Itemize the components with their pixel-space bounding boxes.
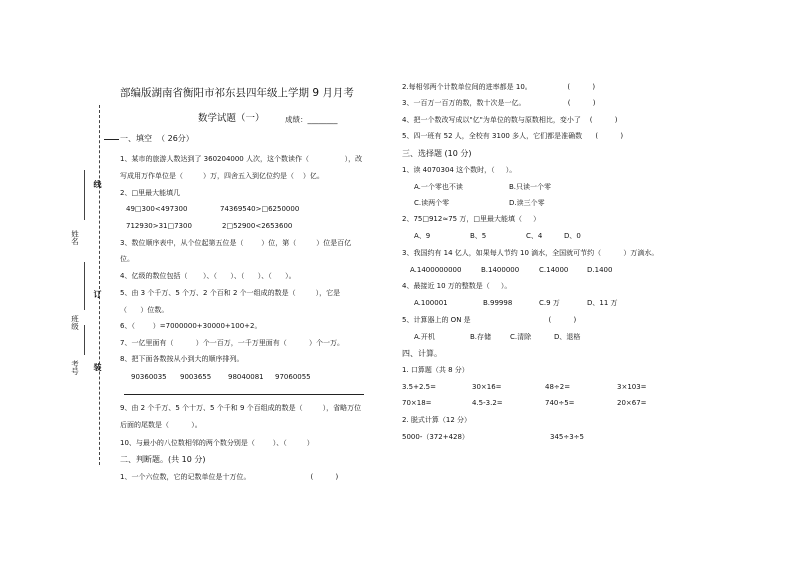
question-2-row-1-b: 74369540>□6250000 [220, 205, 300, 213]
question-5-line-1: 5、由 3 个千万、5 个万、2 个百和 2 个一组成的数是（ ），它是 [120, 289, 341, 297]
question-2-row-1-a: 49□300<497300 [126, 205, 188, 213]
binding-short-rule [104, 139, 119, 140]
margin-name-label: 姓名 [70, 230, 80, 245]
question-2: 2、□里最大能填几 [120, 189, 181, 197]
choice-1: 1、读 4070304 这个数时，（ ）。 [402, 166, 517, 174]
question-3-line-1: 3、数位顺序表中，从个位起第五位是（ ）位，第（ ）位是百亿 [120, 239, 352, 247]
section-3-heading: 三、选择题 (10 分) [402, 149, 472, 158]
choice-5-option-d: D、退格 [554, 333, 581, 341]
calc-r1-c2: 30×16= [472, 383, 502, 391]
choice-1-option-c: C.读两个零 [414, 199, 450, 207]
choice-3-option-b: B.1400000 [481, 266, 520, 274]
choice-2-option-a: A、9 [414, 232, 431, 240]
calc-r2-c2: 4.5-3.2= [472, 399, 503, 407]
margin-class-label: 班级 [70, 315, 80, 330]
choice-1-option-b: B.只读一个零 [509, 183, 552, 191]
choice-3-option-d: D.1400 [587, 266, 613, 274]
choice-3: 3、我国约有 14 亿人，如果每人节约 10 滴水，全国就可节约（ ）万滴水。 [402, 249, 659, 257]
section-2-heading: 二、判断题。(共 10 分) [120, 455, 206, 464]
judge-3: 3、一百万一百万的数，数十次是一亿。 ( ) [402, 99, 596, 107]
step-calc-expression-2: 345÷3÷5 [550, 433, 584, 441]
oral-calc-heading: 1. 口算题（共 8 分） [402, 366, 469, 374]
margin-name-line [84, 170, 85, 220]
binding-dashed-line [99, 105, 100, 465]
question-2-row-2-a: 712930>31□7300 [126, 222, 192, 230]
question-6: 6、（ ）=7000000+30000+100+2。 [120, 322, 262, 330]
calc-r1-c1: 3.5+2.5= [402, 383, 436, 391]
choice-2-option-d: D、0 [564, 232, 581, 240]
exam-subtitle: 数学试题（一） [198, 113, 265, 124]
choice-4-option-a: A.100001 [414, 299, 448, 307]
margin-bind-char: 订 [93, 290, 102, 298]
choice-2-option-b: B、5 [470, 232, 487, 240]
choice-5: 5、计算器上的 ON 是 ( ) [402, 316, 577, 324]
choice-3-option-a: A.1400000000 [410, 266, 462, 274]
judge-2: 2.每相邻两个计数单位间的进率都是 10。 ( ) [402, 83, 596, 91]
question-10: 10、与最小的八位数相邻的两个数分别是（ ）、（ ） [120, 439, 314, 447]
calc-r1-c4: 3×103= [617, 383, 647, 391]
margin-line-char: 线 [93, 180, 102, 188]
question-4: 4、亿级的数位包括（ ）、（ ）、（ ）、（ ）。 [120, 272, 296, 280]
calc-r1-c3: 48÷2= [545, 383, 571, 391]
exam-title: 部编版湖南省衡阳市祁东县四年级上学期 9 月月考 [120, 87, 354, 99]
choice-4-option-c: C.9 万 [539, 299, 560, 307]
question-2-row-2-b: 2□52900<2653600 [222, 222, 293, 230]
question-8-number-2: 9003655 [180, 373, 212, 381]
judge-5: 5、四一班有 52 人，全校有 3100 多人，它们都是准确数 ( ) [402, 132, 624, 140]
question-9-line-2: 后面的尾数是（ ）。 [120, 421, 202, 429]
choice-4: 4、最接近 10 万的整数是（ ）。 [402, 282, 512, 290]
choice-4-option-b: B.99998 [483, 299, 513, 307]
section-1-heading: 一、填空 （ 26分） [120, 134, 194, 143]
choice-2: 2、75□912≈75 万，□里最大能填（ ） [402, 215, 541, 223]
judge-1: 1、一个六位数，它的记数单位是十万位。 ( ) [120, 473, 339, 481]
question-9-line-1: 9、由 2 个千万、5 个十万、5 个千和 9 个百组成的数是（ ），省略万位 [120, 404, 362, 412]
choice-5-option-c: C.清除 [510, 333, 532, 341]
question-8-number-3: 98040081 [228, 373, 264, 381]
question-8: 8、把下面各数按从小到大的顺序排列。 [120, 355, 244, 363]
step-calc-heading: 2. 脱式计算（12 分） [402, 416, 472, 424]
margin-exam-no-line [84, 325, 85, 355]
question-7: 7、一亿里面有（ ）个一百万，一千万里面有（ ）个一万。 [120, 339, 344, 347]
choice-5-option-a: A.开机 [414, 333, 435, 341]
calc-r2-c4: 20×67= [617, 399, 647, 407]
calc-r2-c1: 70×18= [402, 399, 432, 407]
step-calc-expression-1: 5000-（372+428） [402, 433, 469, 441]
judge-4: 4、把一个数改写成以"亿"为单位的数与原数相比，变小了 ( ) [402, 116, 618, 124]
question-3-line-2: 位。 [120, 255, 134, 263]
question-8-number-4: 97060055 [275, 373, 311, 381]
score-label: 成绩：________ [285, 115, 338, 124]
calc-r2-c3: 740÷5= [545, 399, 575, 407]
choice-1-option-d: D.读三个零 [509, 199, 545, 207]
choice-4-option-d: D、11 万 [587, 299, 618, 307]
margin-class-line [84, 262, 85, 310]
choice-5-option-b: B.存储 [470, 333, 492, 341]
question-5-line-2: （ ）位数。 [120, 306, 169, 314]
question-1-line-2: 写成用万作单位是（ ）万，四舍五入到亿位约是（ ）亿。 [120, 172, 324, 180]
section-4-heading: 四、计算。 [402, 349, 442, 358]
question-8-answer-line[interactable] [124, 394, 364, 395]
margin-exam-no-label: 考号 [70, 360, 80, 375]
choice-1-option-a: A.一个零也不读 [414, 183, 463, 191]
choice-2-option-c: C、4 [526, 232, 543, 240]
margin-seal-char: 装 [93, 363, 102, 371]
question-1-line-1: 1、某市的旅游人数达到了 360204000 人次，这个数读作（ ），改 [120, 155, 363, 163]
choice-3-option-c: C.14000 [539, 266, 569, 274]
question-8-number-1: 90360035 [131, 373, 167, 381]
